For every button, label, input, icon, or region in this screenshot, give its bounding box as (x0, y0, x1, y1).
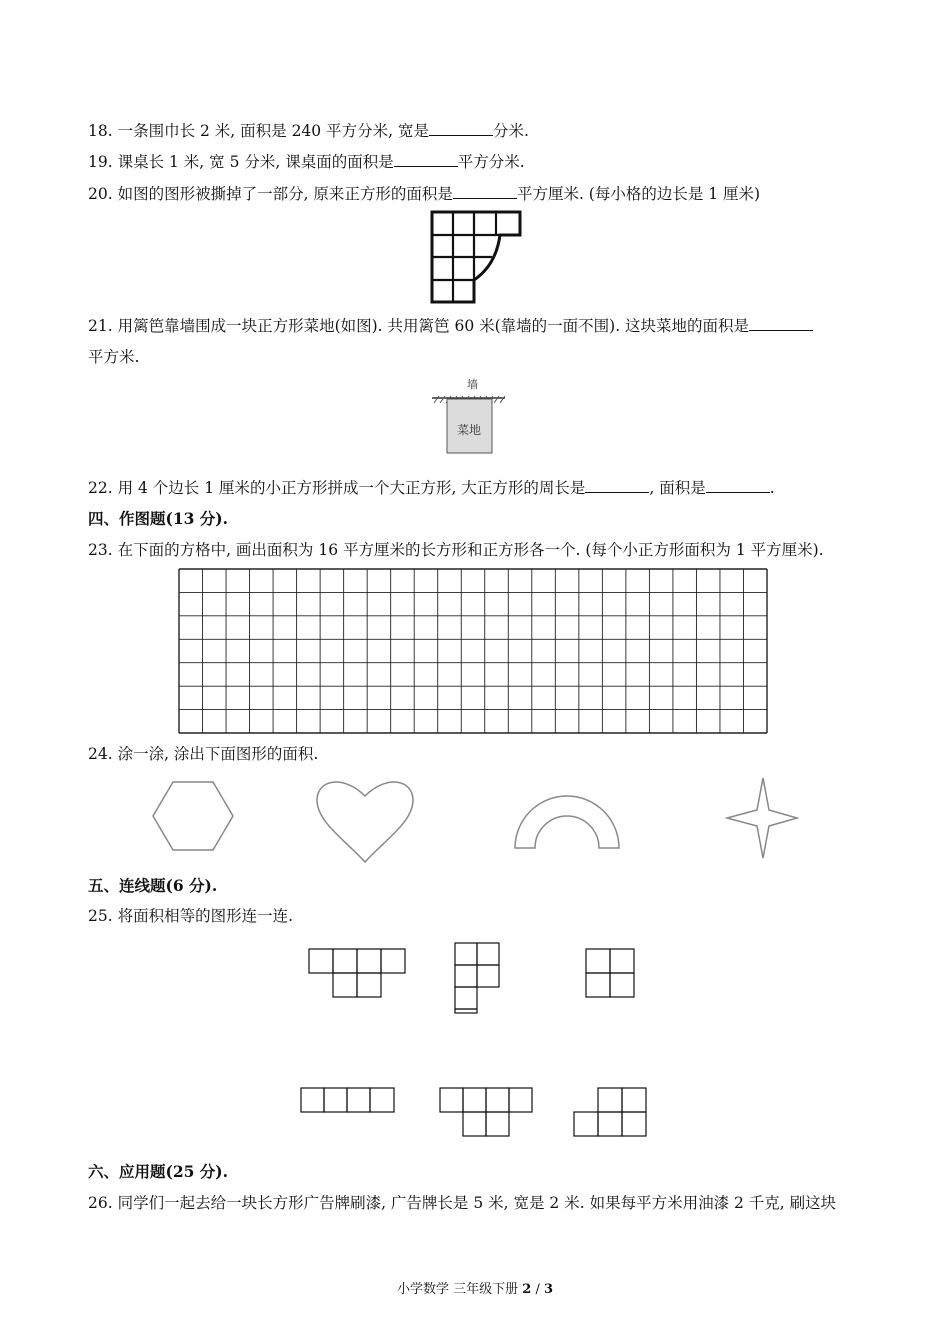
section-4-heading: 四、作图题(13 分). (88, 509, 229, 528)
shape-top-3 (586, 949, 634, 997)
footer-separator: / (531, 1282, 544, 1297)
q21-unit: 平方米. (88, 348, 140, 366)
shape-bottom-1 (301, 1088, 394, 1112)
footer-title: 小学数学 三年级下册 (396, 1282, 519, 1297)
garden-label: 菜地 (457, 423, 482, 437)
q22-end: . (769, 479, 775, 497)
q20-unit: 平方厘米. (每小格的边长是 1 厘米) (516, 185, 761, 203)
wall-label: 墙 (467, 379, 478, 391)
question-26: 26. 同学们一起去给一块长方形广告牌刷漆, 广告牌长是 5 米, 宽是 2 米. 如果每平方米用油漆 2 千克, 刷这块 (88, 1194, 837, 1212)
question-23: 23. 在下面的方格中, 画出面积为 16 平方厘米的长方形和正方形各一个. (每个小正方形面积为 1 平方厘米). (88, 541, 824, 559)
question-24: 24. 涂一涂, 涂出下面图形的面积. (88, 745, 319, 763)
question-25: 25. 将面积相等的图形连一连. (88, 907, 294, 925)
q18-text: 18. 一条围巾长 2 米, 面积是 240 平方分米, 宽是 (88, 122, 429, 140)
shape-bottom-2 (440, 1088, 532, 1136)
q21-text: 21. 用篱笆靠墙围成一块正方形菜地(如图). 共用篱笆 60 米(靠墙的一面不围). 这块菜地的面积是 (88, 317, 750, 335)
footer-page-number: 2 (522, 1282, 532, 1297)
q22-text: 22. 用 4 个边长 1 厘米的小正方形拼成一个大正方形, 大正方形的周长是 (88, 479, 586, 497)
page-footer (0, 1278, 950, 1297)
q19-text: 19. 课桌长 1 米, 宽 5 分米, 课桌面的面积是 (88, 153, 394, 171)
q19-unit: 平方分米. (457, 153, 525, 171)
shape-top-2 (455, 943, 499, 1013)
footer-page-total: 3 (543, 1282, 554, 1297)
section-6-heading: 六、应用题(25 分). (88, 1162, 229, 1181)
q18-unit: 分米. (492, 122, 529, 140)
section-5-heading: 五、连线题(6 分). (88, 876, 218, 895)
shape-top-1 (309, 949, 405, 997)
q22-mid: , 面积是 (649, 479, 706, 497)
shape-bottom-3 (574, 1088, 646, 1136)
q20-text: 20. 如图的图形被撕掉了一部分, 原来正方形的面积是 (88, 185, 453, 203)
